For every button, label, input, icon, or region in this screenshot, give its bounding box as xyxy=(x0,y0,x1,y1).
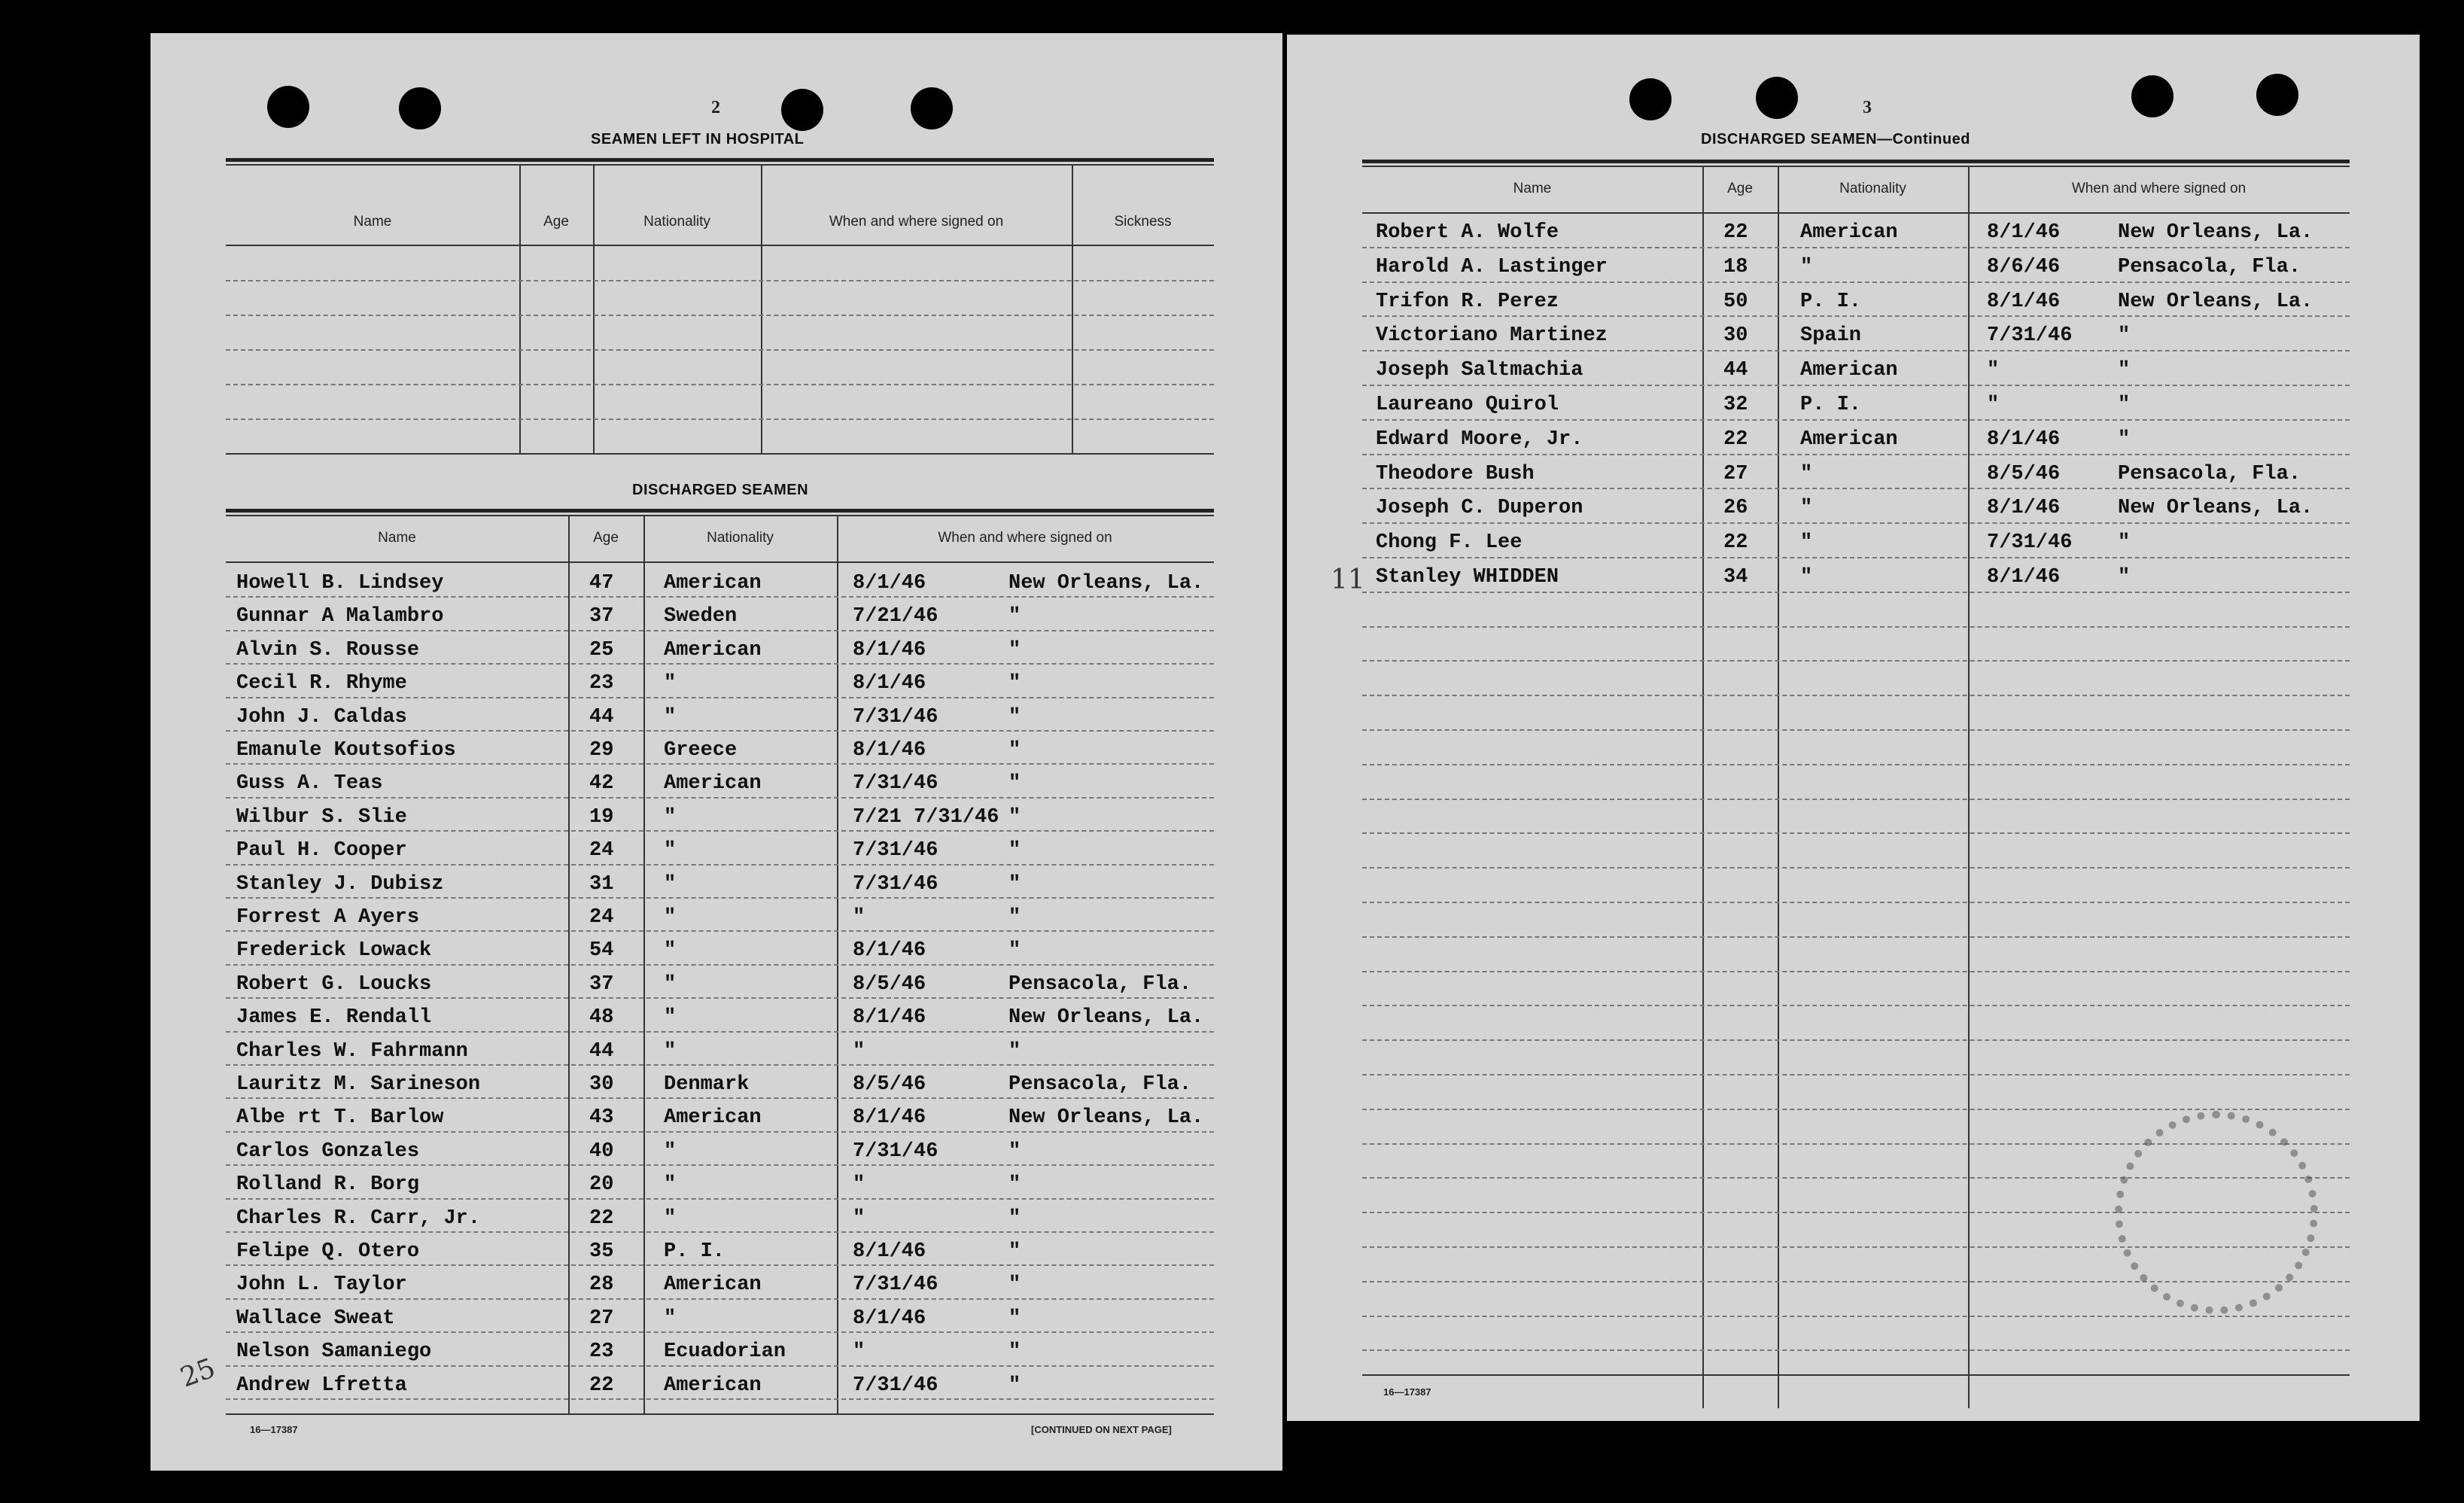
seaman-nationality: American xyxy=(664,1273,762,1297)
blank-row-line xyxy=(1362,660,2350,662)
col-header-name: Name xyxy=(1513,181,1552,196)
seaman-nationality: American xyxy=(664,638,762,662)
seaman-age: 34 xyxy=(1723,566,1748,589)
table-row-line xyxy=(226,964,1214,966)
signed-on-place: " xyxy=(1008,739,1021,762)
signed-on-date: 8/1/46 xyxy=(853,739,926,762)
blank-row-line xyxy=(1362,936,2350,939)
seaman-nationality: " xyxy=(664,705,677,729)
seaman-age: 35 xyxy=(589,1240,614,1263)
blank-row-line xyxy=(1362,1316,2350,1318)
signed-on-place: " xyxy=(1008,1340,1021,1364)
signed-on-place: Pensacola, Fla. xyxy=(1008,972,1192,996)
seaman-name: Guss A. Teas xyxy=(236,772,383,796)
seaman-name: James E. Rendall xyxy=(236,1006,432,1030)
seaman-age: 48 xyxy=(589,1006,614,1030)
signed-on-place: " xyxy=(1008,805,1021,829)
seaman-nationality: Spain xyxy=(1800,324,1862,348)
table-row-line xyxy=(226,1331,1214,1334)
signed-on-place: " xyxy=(1008,1307,1021,1330)
seaman-nationality: American xyxy=(1800,427,1898,451)
signed-on-date: 8/1/46 xyxy=(853,1006,926,1030)
seaman-name: Wallace Sweat xyxy=(236,1307,395,1330)
seaman-name: Forrest A Ayers xyxy=(236,906,420,929)
signed-on-place: " xyxy=(1008,1173,1021,1197)
punch-hole xyxy=(2256,74,2298,116)
signed-on-place: " xyxy=(1008,939,1021,963)
blank-row-line xyxy=(1362,1109,2350,1111)
seaman-age: 23 xyxy=(589,672,614,695)
seaman-age: 22 xyxy=(1723,531,1748,555)
seaman-name: Rolland R. Borg xyxy=(236,1173,420,1197)
signed-on-place: " xyxy=(1008,1206,1021,1230)
seaman-age: 32 xyxy=(1723,394,1748,416)
seaman-nationality: " xyxy=(664,1173,677,1197)
seaman-nationality: " xyxy=(664,972,677,996)
col-header-signed-on: When and where signed on xyxy=(2071,181,2246,196)
seaman-nationality: " xyxy=(664,1206,677,1230)
left-page xyxy=(151,33,1282,1471)
seaman-name: Howell B. Lindsey xyxy=(236,572,444,595)
seaman-age: 22 xyxy=(1723,221,1748,244)
seaman-nationality: " xyxy=(664,872,677,896)
seaman-nationality: Denmark xyxy=(664,1073,750,1096)
signed-on-place: " xyxy=(1008,1139,1021,1163)
seaman-name: Harold A. Lastinger xyxy=(1376,255,1608,278)
page-number: 2 xyxy=(711,98,720,117)
seaman-age: 50 xyxy=(1723,290,1748,313)
seaman-name: Victoriano Martinez xyxy=(1376,324,1608,348)
signed-on-date: 7/31/46 xyxy=(853,1139,938,1163)
signed-on-place: " xyxy=(1008,605,1021,628)
signed-on-date: 7/31/46 xyxy=(853,839,938,863)
seaman-name: Gunnar A Malambro xyxy=(236,605,444,628)
seaman-name: Chong F. Lee xyxy=(1376,531,1523,555)
seaman-name: Felipe Q. Otero xyxy=(236,1240,420,1263)
seaman-name: Wilbur S. Slie xyxy=(236,805,407,829)
table-row-line xyxy=(226,1231,1214,1234)
seaman-name: Charles R. Carr, Jr. xyxy=(236,1206,481,1230)
signed-on-place: New Orleans, La. xyxy=(2118,290,2313,313)
seaman-nationality: " xyxy=(664,906,677,929)
seaman-nationality: " xyxy=(664,1139,677,1163)
signed-on-date: " xyxy=(1987,394,2000,416)
table-row-line xyxy=(226,630,1214,632)
blank-row-line xyxy=(1362,902,2350,904)
table-row-line xyxy=(1362,454,2350,456)
seaman-name: Joseph C. Duperon xyxy=(1376,497,1583,520)
seaman-age: 37 xyxy=(589,972,614,996)
signed-on-date: 8/1/46 xyxy=(853,939,926,963)
signed-on-date: 8/1/46 xyxy=(1987,290,2061,313)
seaman-age: 42 xyxy=(589,772,614,796)
table-row-line xyxy=(226,1064,1214,1066)
table-row-line xyxy=(226,1365,1214,1368)
seaman-name: Nelson Samaniego xyxy=(236,1340,432,1364)
punch-hole xyxy=(781,89,823,131)
table-row-line xyxy=(226,596,1214,598)
seaman-name: Andrew Lfretta xyxy=(236,1374,407,1397)
signed-on-place: " xyxy=(2118,566,2131,589)
seaman-nationality: American xyxy=(664,1106,762,1130)
seaman-age: 22 xyxy=(589,1374,614,1397)
seaman-nationality: American xyxy=(664,772,762,796)
signed-on-date: 8/5/46 xyxy=(1987,462,2061,485)
signed-on-date: 8/1/46 xyxy=(1987,221,2061,244)
seaman-name: Robert A. Wolfe xyxy=(1376,221,1559,244)
table-row-line xyxy=(226,1398,1214,1401)
table-row-line xyxy=(1362,592,2350,594)
seaman-name: Stanley WHIDDEN xyxy=(1376,566,1559,589)
signed-on-place: " xyxy=(2118,394,2131,416)
seaman-nationality: " xyxy=(664,1039,677,1063)
seaman-name: John L. Taylor xyxy=(236,1273,407,1297)
col-header-sickness: Sickness xyxy=(1114,214,1172,230)
seaman-name: Laureano Quirol xyxy=(1376,394,1559,416)
seaman-nationality: " xyxy=(1800,497,1813,520)
signed-on-place: " xyxy=(1008,772,1021,796)
signed-on-place: " xyxy=(1008,872,1021,896)
table-row-line xyxy=(226,1131,1214,1133)
seaman-age: 19 xyxy=(589,805,614,829)
seaman-nationality: American xyxy=(664,1374,762,1397)
seaman-nationality: " xyxy=(1800,566,1813,589)
blank-row-line xyxy=(1362,832,2350,835)
seaman-nationality: Greece xyxy=(664,739,738,762)
seaman-nationality: P. I. xyxy=(664,1240,726,1263)
signed-on-date: 7/31/46 xyxy=(853,872,938,896)
signed-on-date: 7/21 7/31/46 xyxy=(853,805,999,829)
col-header-age: Age xyxy=(1727,181,1753,196)
signed-on-place: New Orleans, La. xyxy=(2118,221,2313,244)
seaman-name: Charles W. Fahrmann xyxy=(236,1039,468,1063)
margin-annotation: 25 xyxy=(176,1352,220,1394)
signed-on-place: " xyxy=(1008,638,1021,662)
table-row-line xyxy=(226,1164,1214,1167)
signed-on-date: 7/21/46 xyxy=(853,605,938,628)
signed-on-date: " xyxy=(853,1173,865,1197)
signed-on-date: 8/1/46 xyxy=(853,572,926,595)
table-row-line xyxy=(226,864,1214,866)
table-row-line xyxy=(1362,419,2350,421)
table-row-line xyxy=(226,663,1214,665)
col-header-name: Name xyxy=(378,530,416,546)
signed-on-date: " xyxy=(853,1206,865,1230)
seaman-name: Trifon R. Perez xyxy=(1376,290,1559,313)
punch-hole xyxy=(399,87,441,129)
seaman-name: Alvin S. Rousse xyxy=(236,638,420,662)
punch-hole xyxy=(267,86,309,128)
signed-on-date: 7/31/46 xyxy=(853,1374,938,1397)
seaman-age: 24 xyxy=(589,906,614,929)
seaman-age: 40 xyxy=(589,1139,614,1163)
seaman-age: 29 xyxy=(589,739,614,762)
blank-row-line xyxy=(1362,799,2350,801)
blank-row-line xyxy=(1362,867,2350,869)
seaman-age: 24 xyxy=(589,839,614,863)
col-header-age: Age xyxy=(593,530,619,546)
signed-on-place: " xyxy=(2118,359,2131,382)
signed-on-date: 8/6/46 xyxy=(1987,255,2061,278)
col-header-signed-on: When and where signed on xyxy=(829,214,1004,230)
signed-on-place: " xyxy=(1008,839,1021,863)
punch-hole xyxy=(911,87,953,129)
continued-note: [CONTINUED ON NEXT PAGE] xyxy=(1031,1424,1172,1435)
seaman-age: 43 xyxy=(589,1106,614,1130)
signed-on-date: 8/5/46 xyxy=(853,972,926,996)
seaman-nationality: Sweden xyxy=(664,605,738,628)
seaman-age: 20 xyxy=(589,1173,614,1197)
signed-on-date: " xyxy=(853,1039,865,1063)
table-row-line xyxy=(226,697,1214,699)
signed-on-date: 7/31/46 xyxy=(853,772,938,796)
seaman-age: 25 xyxy=(589,638,614,662)
table-row-line xyxy=(226,1031,1214,1033)
signed-on-place: New Orleans, La. xyxy=(1008,1006,1204,1030)
signed-on-date: 7/31/46 xyxy=(1987,324,2073,348)
signed-on-place: " xyxy=(1008,906,1021,929)
seaman-name: Joseph Saltmachia xyxy=(1376,359,1583,382)
seaman-age: 44 xyxy=(589,705,614,729)
seaman-nationality: " xyxy=(664,839,677,863)
table-row-line xyxy=(226,1198,1214,1200)
signed-on-date: 8/1/46 xyxy=(1987,427,2061,451)
table-row-line xyxy=(226,1097,1214,1100)
blank-row-line xyxy=(1362,1074,2350,1076)
blank-row-line xyxy=(1362,1349,2350,1352)
seaman-name: Carlos Gonzales xyxy=(236,1139,420,1163)
table-row-line xyxy=(1362,557,2350,559)
seaman-name: Emanule Koutsofios xyxy=(236,739,456,762)
discharged-continued-title: DISCHARGED SEAMEN—Continued xyxy=(1701,131,1970,148)
table-row-line xyxy=(1362,522,2350,525)
seaman-name: Lauritz M. Sarineson xyxy=(236,1073,481,1096)
signed-on-date: 7/31/46 xyxy=(853,705,938,729)
seaman-age: 28 xyxy=(589,1273,614,1297)
signed-on-date: 8/1/46 xyxy=(1987,566,2061,589)
seaman-name: Albe rt T. Barlow xyxy=(236,1106,444,1130)
signed-on-date: 8/1/46 xyxy=(1987,497,2061,520)
signed-on-place: New Orleans, La. xyxy=(1008,572,1204,595)
seaman-name: Cecil R. Rhyme xyxy=(236,672,407,695)
table-row-line xyxy=(226,830,1214,832)
seaman-nationality: P. I. xyxy=(1800,394,1862,416)
seaman-name: Theodore Bush xyxy=(1376,462,1535,485)
signed-on-date: " xyxy=(853,906,865,929)
blank-row-line xyxy=(1362,971,2350,973)
seaman-age: 27 xyxy=(589,1307,614,1330)
signed-on-date: 8/1/46 xyxy=(853,1307,926,1330)
hospital-section-title: SEAMEN LEFT IN HOSPITAL xyxy=(591,131,805,148)
col-header-age: Age xyxy=(543,214,569,230)
seaman-nationality: " xyxy=(664,1006,677,1030)
seaman-nationality: P. I. xyxy=(1800,290,1862,313)
seaman-nationality: " xyxy=(1800,255,1813,278)
signed-on-place: " xyxy=(2118,427,2131,451)
seaman-name: Robert G. Loucks xyxy=(236,972,432,996)
seaman-nationality: American xyxy=(1800,359,1898,382)
seaman-age: 47 xyxy=(589,572,614,595)
seaman-age: 37 xyxy=(589,605,614,628)
seaman-nationality: " xyxy=(664,1307,677,1330)
signed-on-date: 7/31/46 xyxy=(853,1273,938,1297)
seaman-nationality: " xyxy=(1800,462,1813,485)
blank-row-line xyxy=(1362,764,2350,766)
signed-on-date: 8/1/46 xyxy=(853,672,926,695)
signed-on-place: " xyxy=(1008,1240,1021,1263)
seaman-nationality: American xyxy=(1800,221,1898,244)
seaman-age: 44 xyxy=(1723,359,1748,382)
table-row-line xyxy=(1362,350,2350,352)
punch-hole xyxy=(2131,75,2173,117)
seaman-nationality: " xyxy=(664,939,677,963)
official-stamp xyxy=(2115,1111,2318,1314)
blank-row-line xyxy=(1362,1005,2350,1007)
table-row-line xyxy=(1362,385,2350,387)
seaman-name: Stanley J. Dubisz xyxy=(236,872,444,896)
signed-on-place: New Orleans, La. xyxy=(2118,497,2313,520)
table-row-line xyxy=(226,897,1214,899)
col-header-nationality: Nationality xyxy=(1839,181,1906,196)
table-row-line xyxy=(226,797,1214,799)
punch-hole xyxy=(1756,77,1798,119)
blank-row-line xyxy=(1362,626,2350,628)
signed-on-date: 8/1/46 xyxy=(853,1106,926,1130)
signed-on-place: " xyxy=(2118,531,2131,555)
seaman-nationality: American xyxy=(664,572,762,595)
signed-on-date: 8/5/46 xyxy=(853,1073,926,1096)
seaman-nationality: " xyxy=(664,672,677,695)
seaman-age: 31 xyxy=(589,872,614,896)
seaman-age: 18 xyxy=(1723,255,1748,278)
discharged-section-title: DISCHARGED SEAMEN xyxy=(632,482,809,498)
signed-on-date: 7/31/46 xyxy=(1987,531,2073,555)
signed-on-place: " xyxy=(1008,705,1021,729)
col-header-name: Name xyxy=(353,214,392,230)
signed-on-place: " xyxy=(1008,1273,1021,1297)
seaman-nationality: " xyxy=(1800,531,1813,555)
seaman-name: John J. Caldas xyxy=(236,705,407,729)
table-row-line xyxy=(1362,315,2350,318)
table-row-line xyxy=(1362,281,2350,284)
signed-on-date: " xyxy=(853,1340,865,1364)
signed-on-date: 8/1/46 xyxy=(853,1240,926,1263)
page-number: 3 xyxy=(1863,98,1872,117)
blank-row-line xyxy=(1362,695,2350,697)
signed-on-place: " xyxy=(1008,672,1021,695)
table-row-line xyxy=(226,1298,1214,1301)
signed-on-place: Pensacola, Fla. xyxy=(2118,255,2301,278)
seaman-name: Paul H. Cooper xyxy=(236,839,407,863)
col-header-nationality: Nationality xyxy=(643,214,710,230)
seaman-age: 27 xyxy=(1723,462,1748,485)
seaman-age: 23 xyxy=(589,1340,614,1364)
col-header-nationality: Nationality xyxy=(707,530,774,546)
form-number: 16—17387 xyxy=(250,1424,298,1435)
signed-on-place: " xyxy=(2118,324,2131,348)
signed-on-place: " xyxy=(1008,1039,1021,1063)
seaman-age: 54 xyxy=(589,939,614,963)
seaman-age: 30 xyxy=(1723,324,1748,348)
signed-on-place: Pensacola, Fla. xyxy=(1008,1073,1192,1096)
seaman-nationality: " xyxy=(664,805,677,829)
margin-annotation: 11 xyxy=(1331,564,1365,595)
seaman-name: Frederick Lowack xyxy=(236,939,432,963)
signed-on-place: New Orleans, La. xyxy=(1008,1106,1204,1130)
signed-on-date: 8/1/46 xyxy=(853,638,926,662)
blank-row-line xyxy=(1362,1039,2350,1042)
table-row-line xyxy=(226,997,1214,999)
table-row-line xyxy=(1362,247,2350,249)
table-row-line xyxy=(226,730,1214,732)
seaman-age: 22 xyxy=(589,1206,614,1230)
table-row-line xyxy=(226,930,1214,933)
seaman-age: 26 xyxy=(1723,497,1748,520)
right-page xyxy=(1287,35,2420,1421)
signed-on-place: Pensacola, Fla. xyxy=(2118,462,2301,485)
form-number: 16—17387 xyxy=(1383,1386,1431,1398)
seaman-age: 22 xyxy=(1723,427,1748,451)
table-row-line xyxy=(1362,488,2350,490)
seaman-nationality: Ecuadorian xyxy=(664,1340,786,1364)
signed-on-date: " xyxy=(1987,359,2000,382)
table-row-line xyxy=(226,1264,1214,1267)
col-header-signed-on: When and where signed on xyxy=(938,530,1112,546)
seaman-age: 30 xyxy=(589,1073,614,1096)
blank-row-line xyxy=(1362,729,2350,732)
seaman-age: 44 xyxy=(589,1039,614,1063)
table-row-line xyxy=(226,763,1214,765)
signed-on-place: " xyxy=(1008,1374,1021,1397)
seaman-name: Edward Moore, Jr. xyxy=(1376,427,1583,451)
punch-hole xyxy=(1629,78,1672,120)
